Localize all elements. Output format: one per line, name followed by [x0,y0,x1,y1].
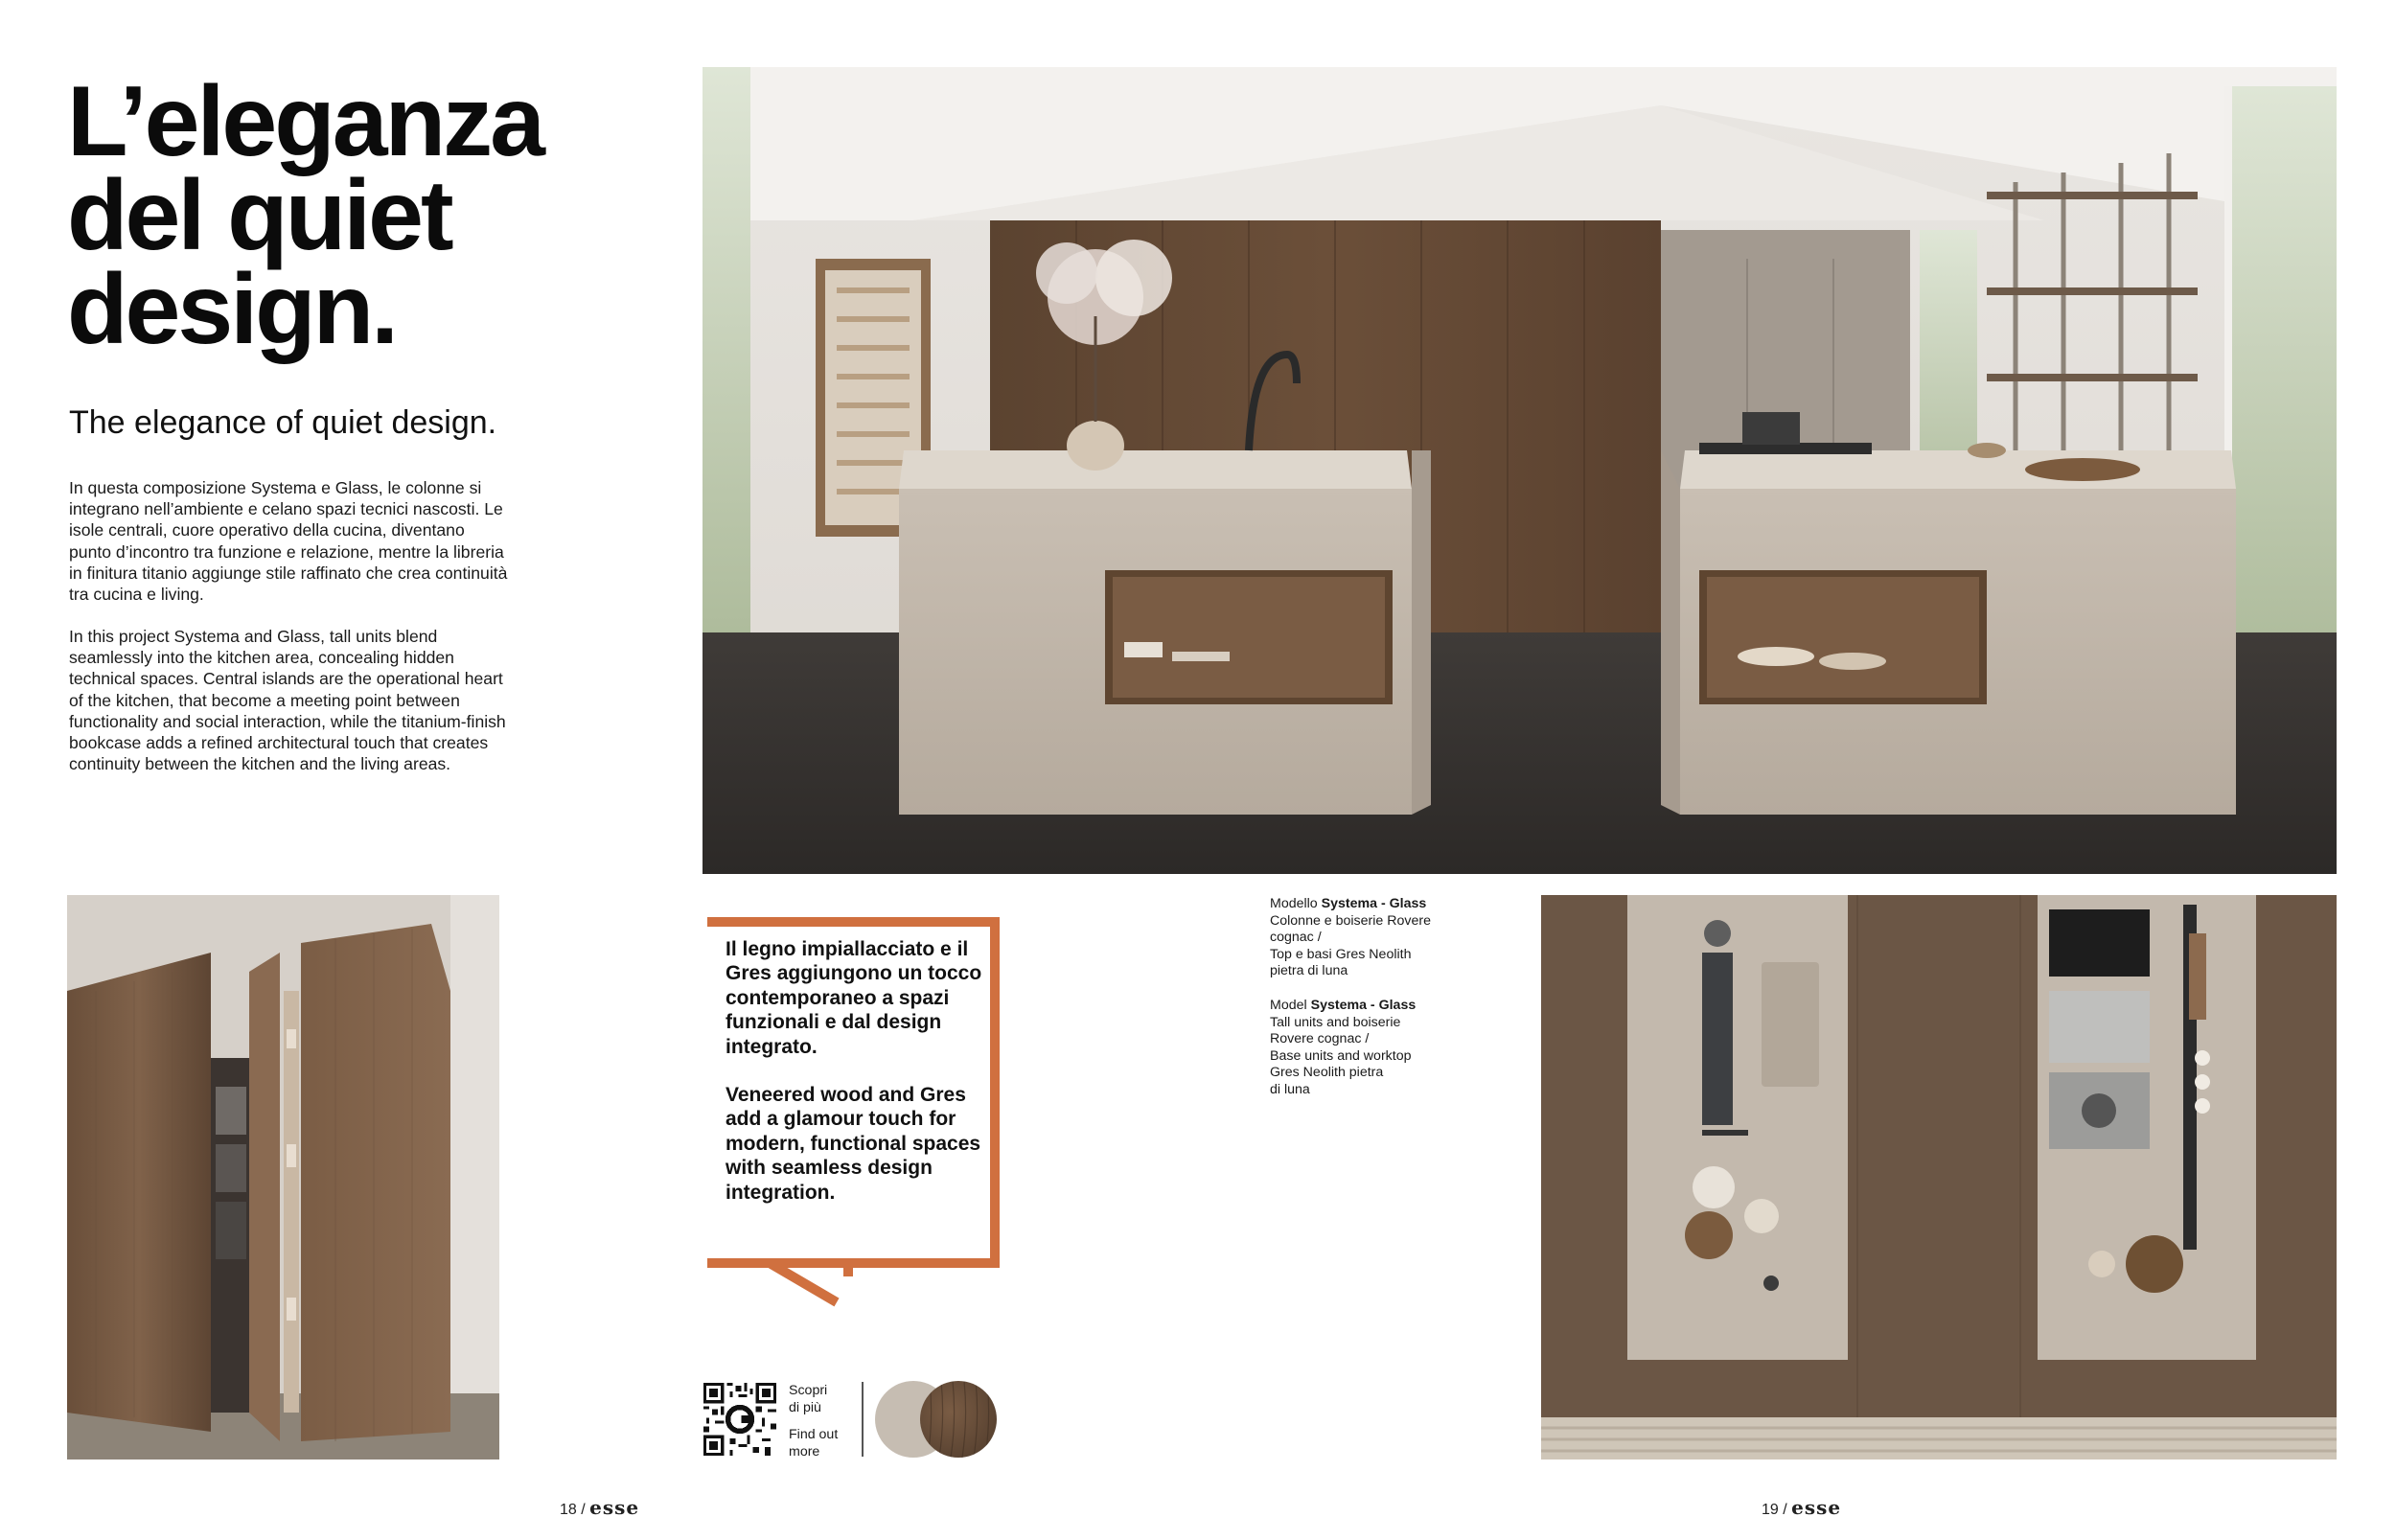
caption-line: Gres Neolith pietra [1270,1065,1384,1081]
quote-text-english: Veneered wood and Gres add a glamour touch for modern, functional spaces with seamless design integration. [726,1084,981,1204]
cta-line: Find out [789,1427,839,1442]
swatch-oak-wood [920,1381,997,1458]
caption-line: Top e basi Gres Neolith [1270,946,1412,962]
caption-label: Modello [1270,896,1318,911]
caption-model-name: Systema - Glass [1310,998,1417,1013]
divider [862,1382,864,1457]
headline-line-3: design. [67,254,397,365]
headline-line-2: del quiet [67,160,451,271]
caption-line: Colonne e boiserie Rovere [1270,912,1431,929]
cta-line: Scopri [789,1383,828,1398]
quote-text-italian: Il legno impiallacciato e il Gres aggiungono un tocco contemporaneo a spazi funzionali e dal design integrato. [726,938,982,1058]
caption-italian [1270,896,1509,980]
body-text-italian: In questa composizione Systema e Glass, le colonne si integrano nell’ambiente e celano spazi tecnici nascosti. Le isole centrali, cuore operativo della cucina, diventano punto d’incontro tra funzione e relazione, mentre la libreria in finitura titanio aggiunge stile raffinato che crea continuità tra cucina e living. [69,478,508,605]
caption-line: di luna [1270,1081,1310,1097]
caption-line: Tall units and boiserie [1270,1014,1401,1030]
caption-line: Rovere cognac / [1270,1031,1370,1047]
caption-label: Model [1270,998,1307,1013]
page-number-right [1762,1496,1841,1519]
cta-find-out-more[interactable] [789,1427,856,1460]
qr-code-icon[interactable] [703,1383,776,1456]
cta-line: more [789,1443,820,1460]
page-number: 19 / [1762,1502,1787,1518]
page-number-left [560,1496,639,1519]
caption-line: pietra di luna [1270,963,1348,979]
brand-logo: esse [1791,1496,1842,1519]
brand-logo: esse [589,1496,640,1519]
headline-line-1: L’eleganza [67,66,542,177]
quote-callout [703,917,1000,1318]
subtitle: The elegance of quiet design. [69,404,497,441]
caption-line: Base units and worktop [1270,1047,1412,1064]
page-number: 18 / [560,1502,586,1518]
caption-english [1270,998,1509,1099]
headline [67,66,680,365]
photo-top-view [1541,895,2337,1460]
caption-line: cognac / [1270,930,1322,946]
cta-line: di più [789,1399,821,1415]
photo-kitchen-islands [703,67,2337,874]
photo-tall-units [67,895,499,1460]
body-text-english: In this project Systema and Glass, tall units blend seamlessly into the kitchen area, concealing hidden technical spaces. Central islands are the operational heart of the kitchen, that become a meeting point between functionality and social interaction, while the titanium-finish bookcase adds a refined architectural touch that creates continuity between the kitchen and the living areas. [69,627,506,774]
cta-discover-more[interactable] [789,1383,856,1416]
caption-model-name: Systema - Glass [1321,896,1427,911]
